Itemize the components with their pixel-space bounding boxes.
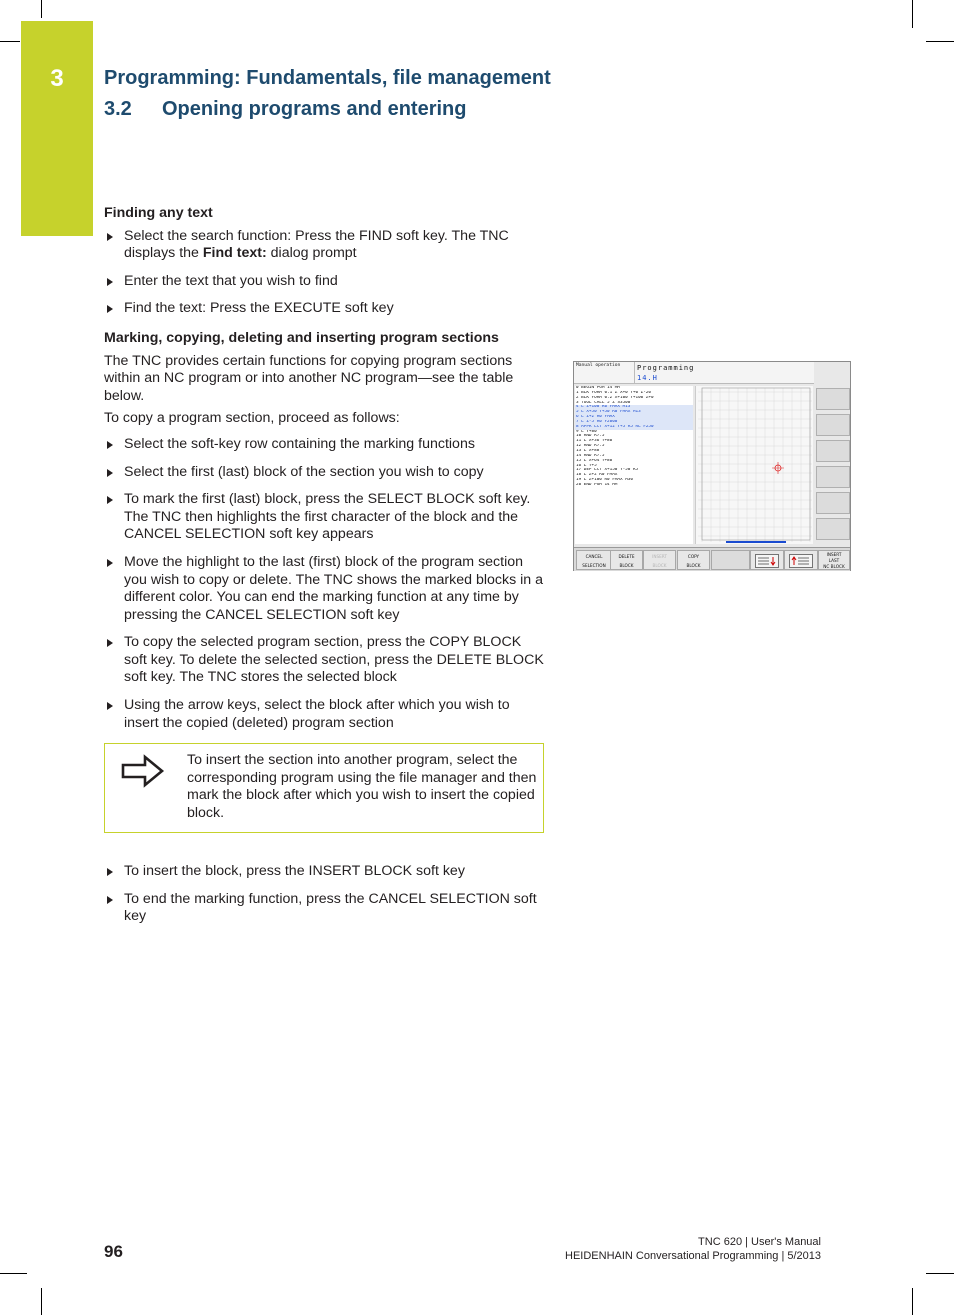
page-number: 96	[104, 1242, 123, 1261]
list-item	[104, 554, 544, 624]
step-text: Find the text: Press the EXECUTE soft key	[124, 300, 394, 317]
arrow-right-icon	[121, 754, 165, 788]
program-block-line[interactable]: 15 L X+64 Y+80	[576, 458, 613, 463]
list-item	[104, 228, 544, 263]
program-block-line[interactable]: 6 L Z+2 R0 FMAX	[575, 415, 693, 420]
program-block-line[interactable]: 9 L Y+80	[576, 429, 597, 434]
list-item	[104, 863, 544, 881]
arrow-bullet-icon	[107, 233, 113, 241]
side-softkey[interactable]	[816, 518, 850, 540]
screen-header	[574, 362, 814, 384]
step-text: To insert the block, press the INSERT BLOCK soft key	[124, 863, 465, 880]
program-block-line[interactable]: 19 L Z+100 R0 FMAX M30	[576, 478, 633, 483]
crop-mark	[912, 1288, 913, 1315]
insert-last-nc-block-softkey[interactable]	[818, 550, 850, 570]
step-text: Select the soft-key row containing the marking functions	[124, 435, 475, 452]
program-block-line[interactable]: 17 DEP LCT X+150 Y-50 R5	[576, 468, 639, 473]
program-block-line[interactable]: 8 APPR LCT X+12 Y+5 R5 RL F250	[575, 425, 693, 430]
step-text: Move the highlight to the last (first) block of the program section you wish to copy or delete. The TNC shows the marked blocks in a different color. You can end the marking function at any time by pressing the CANCEL SELECTION soft key	[124, 553, 543, 623]
crop-mark	[912, 0, 913, 28]
program-block-line[interactable]: 14 RND R7.5	[576, 453, 605, 458]
finding-heading: Finding any text	[104, 205, 213, 221]
arrow-bullet-icon	[107, 305, 113, 313]
program-block-line[interactable]: 2 BLK FORM 0.2 X+100 Y+100 Z+0	[576, 395, 654, 400]
crop-mark	[41, 0, 42, 18]
intro-paragraph-2: To copy a program section, proceed as follows:	[104, 410, 400, 427]
list-item	[104, 891, 544, 926]
side-softkey[interactable]	[816, 388, 850, 410]
side-softkey[interactable]	[816, 466, 850, 488]
side-softkey[interactable]	[816, 440, 850, 462]
softkey-label: BLOCK	[652, 563, 667, 568]
step-text: dialog prompt	[266, 245, 357, 262]
section-title	[104, 98, 467, 121]
divider	[634, 362, 635, 384]
arrow-bullet-icon	[107, 441, 113, 449]
arrow-bullet-icon	[107, 278, 113, 286]
program-block-line[interactable]: 4 L Z+100 R0 FMAX M13	[575, 405, 693, 410]
program-block-line[interactable]: 7 L Z-5 R0 F2000	[575, 420, 693, 425]
program-block-line[interactable]: 20 END PGM 14 MM	[576, 482, 618, 487]
program-block-line[interactable]: 18 L Z+2 R0 FMAX	[576, 473, 618, 478]
section-number: 3.2	[104, 98, 132, 120]
list-item	[104, 273, 544, 291]
program-block-line[interactable]: 1 BLK FORM 0.1 Z X+0 Y+0 Z-20	[576, 390, 652, 395]
program-block-line[interactable]: 10 RND R7.5	[576, 434, 605, 439]
operating-mode-label: Manual operation	[576, 363, 621, 368]
softkey-label: CANCEL	[585, 554, 603, 559]
intro-paragraph: The TNC provides certain functions for copying program sections within an NC program or into another NC program—see the table below.	[104, 352, 514, 404]
arrow-bullet-icon	[107, 702, 113, 710]
list-item	[104, 464, 544, 482]
softkey-label: INSERT	[652, 554, 667, 559]
step-text: Using the arrow keys, select the block after which you wish to insert the copied (deleted) program section	[124, 697, 510, 731]
note-text: To insert the section into another program, select the corresponding program using the file manager and then mark the block after which you wish to insert the copied block.	[187, 752, 537, 822]
crop-mark	[41, 1288, 42, 1315]
softkey-label: COPY	[687, 554, 700, 559]
arrow-bullet-icon	[107, 868, 113, 876]
program-block-line[interactable]: 16 L Y+5	[576, 463, 597, 468]
softkey-label: BLOCK	[686, 563, 701, 568]
graphics-view	[695, 386, 813, 544]
copy-block-softkey[interactable]	[677, 550, 710, 570]
crop-mark	[926, 41, 954, 42]
footer-line: TNC 620 | User's Manual	[698, 1236, 821, 1248]
note-box	[104, 743, 544, 833]
chapter-title: Programming: Fundamentals, file management	[104, 67, 551, 89]
marking-heading: Marking, copying, deleting and inserting program sections	[104, 329, 499, 346]
blank-softkey[interactable]	[711, 550, 750, 570]
arrow-bullet-icon	[107, 469, 113, 477]
marking-steps-list	[104, 436, 544, 732]
softkey-row	[574, 547, 850, 571]
softkey-label: SELECTION	[582, 563, 606, 568]
softkey-label: NC BLOCK	[823, 564, 845, 569]
arrow-bullet-icon	[107, 639, 113, 647]
softkey-label: LAST	[828, 558, 840, 563]
arrow-bullet-icon	[107, 496, 113, 504]
list-item	[104, 300, 544, 318]
footer-line: HEIDENHAIN Conversational Programming | 5/2013	[565, 1250, 821, 1262]
crop-mark	[0, 41, 20, 42]
vertical-softkeys	[815, 362, 851, 546]
step-text: Select the search function: Press the FIND soft key. The TNC displays the	[124, 227, 509, 262]
side-softkey[interactable]	[816, 492, 850, 514]
program-block-line[interactable]: 12 RND R7.5	[576, 444, 605, 449]
softkey-label: BLOCK	[619, 563, 634, 568]
delete-block-softkey[interactable]	[610, 550, 643, 570]
step-text: To mark the first (last) block, press the SELECT BLOCK soft key. The TNC then highlights the first character of the block and the CANCEL SELECTION soft key appears	[124, 491, 531, 543]
softkey-label: DELETE	[618, 554, 635, 559]
block-list-icon	[789, 554, 813, 568]
tnc-screenshot	[573, 361, 851, 571]
side-softkey[interactable]	[816, 414, 850, 436]
cancel-selection-softkey[interactable]	[576, 550, 612, 570]
after-steps-list	[104, 863, 544, 926]
step-text: Select the first (last) block of the section you wish to copy	[124, 463, 484, 480]
graphics-grid	[696, 386, 814, 544]
step-text: To end the marking function, press the CANCEL SELECTION soft key	[124, 890, 537, 925]
footer-info	[540, 1235, 821, 1263]
chapter-tab	[21, 21, 93, 236]
step-text: To copy the selected program section, press the COPY BLOCK soft key. To delete the selected section, press the DELETE BLOCK soft key. The TNC stores the selected block	[124, 634, 544, 686]
crop-mark	[0, 1273, 27, 1274]
list-item	[104, 436, 544, 454]
file-name-label: 14.H	[637, 374, 658, 382]
arrow-bullet-icon	[107, 896, 113, 904]
block-list-icon	[755, 554, 779, 568]
programming-label: Programming	[637, 364, 695, 372]
insert-block-softkey[interactable]	[643, 550, 676, 570]
program-block-line[interactable]: 13 L X+88	[576, 448, 600, 453]
program-listing[interactable]	[575, 386, 693, 544]
find-up-softkey[interactable]	[750, 550, 784, 570]
crop-mark	[926, 1273, 954, 1274]
section-name: Opening programs and entering	[162, 98, 467, 120]
find-down-softkey[interactable]	[784, 550, 818, 570]
main-content	[104, 205, 544, 936]
program-block-line[interactable]: 5 L X+50 Y+50 R0 FMAX M13	[575, 410, 693, 415]
list-item	[104, 697, 544, 732]
program-block-line[interactable]: 0 BEGIN PGM 14 MM	[576, 386, 620, 390]
list-item	[104, 491, 544, 544]
list-item	[104, 634, 544, 687]
step-text: Enter the text that you wish to find	[124, 272, 338, 289]
dialog-name: Find text:	[202, 245, 267, 262]
program-block-line[interactable]: 11 L X+36 Y+80	[576, 439, 613, 444]
chapter-number: 3	[50, 65, 64, 92]
arrow-bullet-icon	[107, 559, 113, 567]
softkey-label: INSERT	[826, 552, 842, 557]
program-block-line[interactable]: 3 TOOL CALL 5 Z S3500	[576, 400, 631, 405]
